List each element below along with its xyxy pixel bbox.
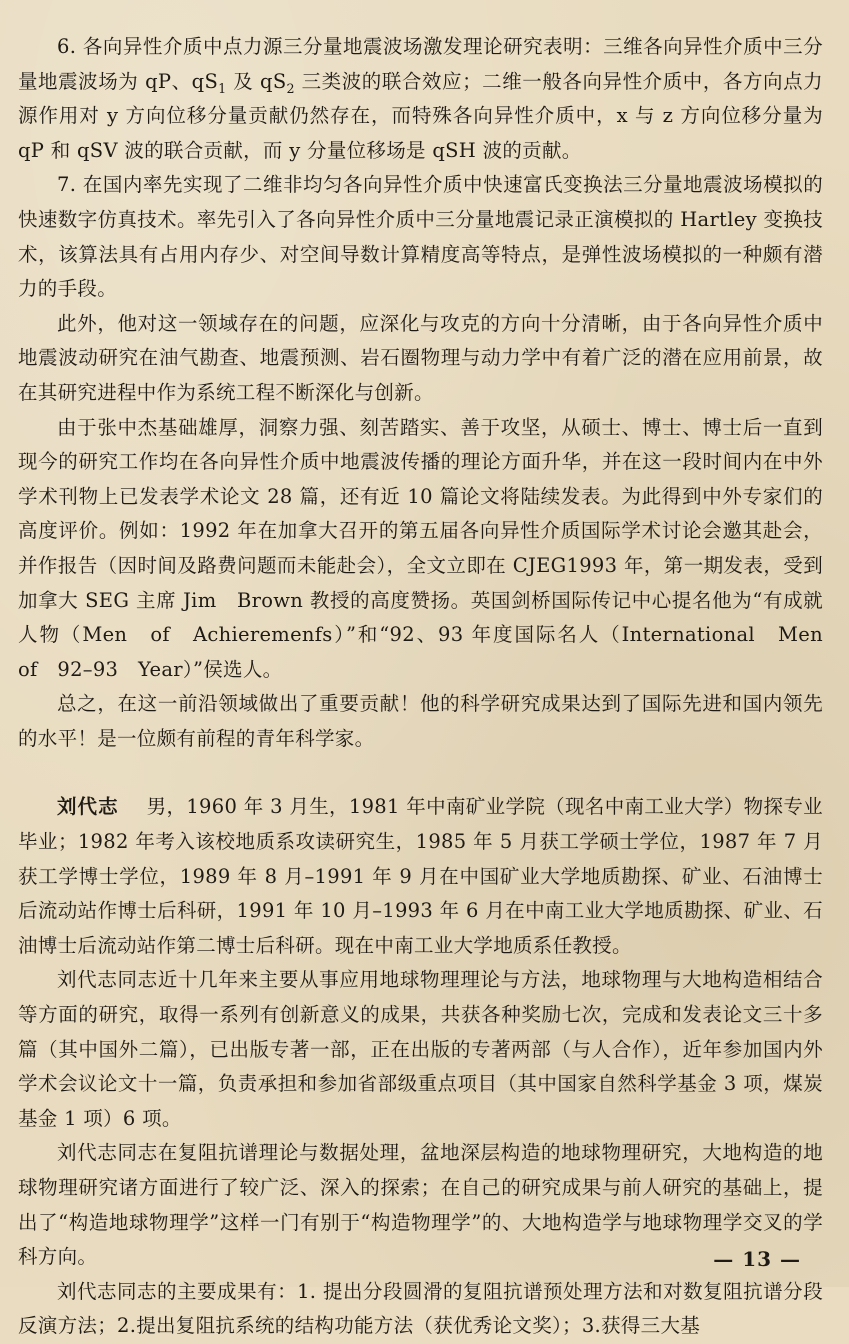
paragraph-publications: 由于张中杰基础雄厚，洞察力强、刻苦踏实、善于攻坚，从硕士、博士、博士后一直到现今的研究工作均在各向异性介质中地震波传播的理论方面升华，并在这一段时间内在中外学术刊物上已发表学术论文 28 篇，还有近 10 篇论文将陆续发表。为此得到中外专家们的高度评价。例如：1992 年在加拿大召开的第五届各向异性介质国际学术讨论会邀其赴会，并作报告（因时间及路费问题而未能赴会），全文立即在 CJEG1993 年，第一期发表，受到加拿大 SEG 主席 Jim Brown 教授的高度赞扬。英国剑桥国际传记中心提名他为“有成就人物（Men of Achieremenfs）”和“92、93 年度国际名人（International Men of 92–93 Year）”侯选人。 (18, 415, 843, 681)
subscript: 2 (286, 80, 295, 96)
paragraph-text: 三类波的联合效应；二维一般各向异性介质中，各方向点力源作用对 y 方向位移分量贡献仍然存在，而特殊各向异性介质中，x 与 z 方向位移分量为 qP 和 qSV 波的联合贡献，而 y 分量位移场是 qSH 波的贡献。 (18, 69, 823, 162)
paragraph-fft-simulation: 7. 在国内率先实现了二维非均匀各向异性介质中快速富氏变换法三分量地震波场模拟的快速数字仿真技术。率先引入了各向异性介质中三分量地震记录正演模拟的 Hartley 变换技术，该算法具有占用内存少、对空间导数计算精度高等特点，是弹性波场模拟的一种颇有潜力的手段。 (18, 173, 823, 301)
subscript: 1 (218, 80, 227, 96)
page-number: — 13 — (713, 1247, 801, 1271)
bio-paragraph (18, 790, 823, 963)
paragraph-research-direction: 此外，他对这一领域存在的问题，应深化与攻克的方向十分清晰，由于各向异性介质中地震波动研究在油气勘查、地震预测、岩石圈物理与动力学中有着广泛的潜在应用前景，故在其研究进程中作为系统工程不断深化与创新。 (18, 311, 823, 404)
paragraph-main-results: 刘代志同志的主要成果有：1. 提出分段圆滑的复阻抗谱预处理方法和对数复阻抗谱分段反演方法；2.提出复阻抗系统的结构功能方法（获优秀论文奖）；3.获得三大基 (18, 1279, 823, 1338)
bio-text: 男，1960 年 3 月生，1981 年中南矿业学院（现名中南工业大学）物探专业毕业；1982 年考入该校地质系攻读研究生，1985 年 5 月获工学硕士学位，1987 年 7 月获工学博士学位，1989 年 8 月–1991 年 9 月在中国矿业大学地质勘探、矿业、石油博士后流动站作博士后科研，1991 年 10 月–1993 年 6 月在中南工业大学地质勘探、矿业、石油博士后流动站作第二博士后科研。现在中南工业大学地质系任教授。 (18, 795, 823, 957)
paragraph-research-overview: 刘代志同志近十几年来主要从事应用地球物理理论与方法，地球物理与大地构造相结合等方面的研究，取得一系列有创新意义的成果，共获各种奖励七次，完成和发表论文三十多篇（其中国外二篇），已出版专著一部，正在出版的专著两部（与人合作），近年参加国内外学术会议论文十一篇，负责承担和参加省部级重点项目（其中国家自然科学基金 3 项，煤炭基金 1 项）6 项。 (18, 968, 823, 1130)
paragraph-tectonic-geophysics: 刘代志同志在复阻抗谱理论与数据处理，盆地深层构造的地球物理研究，大地构造的地球物理研究诸方面进行了较广泛、深入的探索；在自己的研究成果与前人研究的基础上，提出了“构造地球物理学”这样一门有别于“构造物理学”的、大地构造学与地球物理学交叉的学科方向。 (18, 1141, 823, 1269)
paragraph-text: 及 qS (226, 69, 287, 93)
paragraph-summary: 总之，在这一前沿领域做出了重要贡献！他的科学研究成果达到了国际先进和国内领先的水平！是一位颇有前程的青年科学家。 (18, 692, 823, 750)
paragraph-anisotropic-point-source (18, 30, 823, 168)
paragraph-text: 6. 各向异性介质中点力源三分量地震波场激发理论研究表明：三维各向异性介质中三分量地震波场为 qP、qS (18, 35, 823, 93)
person-name: 刘代志 (57, 795, 119, 819)
